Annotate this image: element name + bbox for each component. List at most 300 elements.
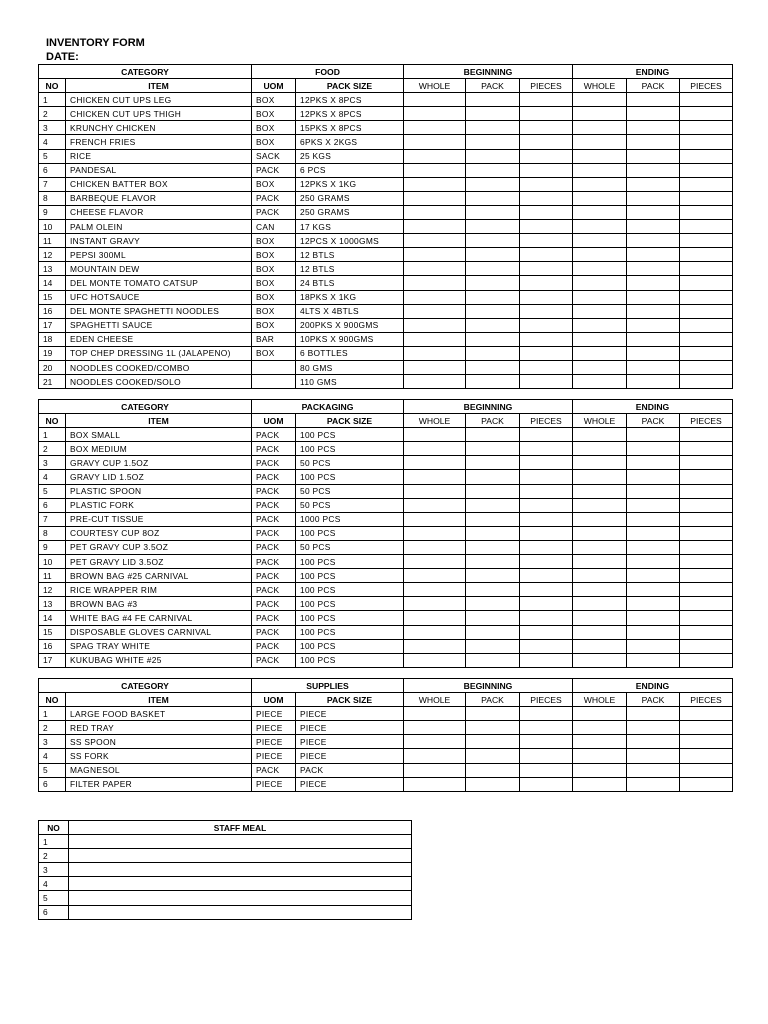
item-pack-size: 100 PCS [296, 597, 404, 611]
ending-whole-entry-cell[interactable] [573, 234, 627, 248]
ending-whole-entry-cell[interactable] [573, 512, 627, 526]
ending-pieces-entry-cell[interactable] [680, 262, 733, 276]
beginning-whole-entry-cell[interactable] [404, 611, 466, 625]
ending-pack-header: PACK [627, 693, 680, 707]
beginning-pieces-entry-cell[interactable] [520, 220, 573, 234]
beginning-pack-entry-cell[interactable] [466, 721, 520, 735]
ending-whole-entry-cell[interactable] [573, 721, 627, 735]
beginning-pieces-entry-cell[interactable] [520, 234, 573, 248]
ending-pack-entry-cell[interactable] [627, 276, 680, 290]
ending-pieces-entry-cell[interactable] [680, 375, 733, 389]
ending-pieces-entry-cell[interactable] [680, 177, 733, 191]
beginning-pack-entry-cell[interactable] [466, 512, 520, 526]
beginning-whole-entry-cell[interactable] [404, 93, 466, 107]
staff-meal-entry-cell[interactable] [69, 835, 412, 849]
ending-pack-entry-cell[interactable] [627, 262, 680, 276]
ending-pack-entry-cell[interactable] [627, 121, 680, 135]
ending-pieces-entry-cell[interactable] [680, 304, 733, 318]
beginning-whole-entry-cell[interactable] [404, 375, 466, 389]
item-name: DEL MONTE TOMATO CATSUP [66, 276, 252, 290]
ending-whole-entry-cell[interactable] [573, 749, 627, 763]
beginning-whole-entry-cell[interactable] [404, 735, 466, 749]
ending-whole-entry-cell[interactable] [573, 555, 627, 569]
ending-pieces-entry-cell[interactable] [680, 234, 733, 248]
beginning-pack-entry-cell[interactable] [466, 121, 520, 135]
beginning-pieces-entry-cell[interactable] [520, 428, 573, 442]
ending-whole-entry-cell[interactable] [573, 735, 627, 749]
item-name: RED TRAY [66, 721, 252, 735]
ending-whole-entry-cell[interactable] [573, 360, 627, 374]
beginning-pieces-entry-cell[interactable] [520, 540, 573, 554]
ending-pieces-entry-cell[interactable] [680, 290, 733, 304]
beginning-whole-entry-cell[interactable] [404, 512, 466, 526]
ending-pack-entry-cell[interactable] [627, 512, 680, 526]
beginning-pieces-entry-cell[interactable] [520, 625, 573, 639]
beginning-whole-entry-cell[interactable] [404, 318, 466, 332]
beginning-pieces-entry-cell[interactable] [520, 484, 573, 498]
ending-pieces-entry-cell[interactable] [680, 639, 733, 653]
beginning-pieces-entry-cell[interactable] [520, 498, 573, 512]
beginning-whole-entry-cell[interactable] [404, 442, 466, 456]
beginning-whole-entry-cell[interactable] [404, 163, 466, 177]
ending-pieces-entry-cell[interactable] [680, 346, 733, 360]
ending-pack-entry-cell[interactable] [627, 569, 680, 583]
beginning-pack-entry-cell[interactable] [466, 484, 520, 498]
beginning-pieces-entry-cell[interactable] [520, 611, 573, 625]
beginning-whole-entry-cell[interactable] [404, 639, 466, 653]
ending-whole-entry-cell[interactable] [573, 428, 627, 442]
ending-pack-entry-cell[interactable] [627, 721, 680, 735]
beginning-whole-entry-cell[interactable] [404, 721, 466, 735]
beginning-whole-entry-cell[interactable] [404, 332, 466, 346]
category-header: CATEGORY [39, 679, 252, 693]
ending-pieces-entry-cell[interactable] [680, 763, 733, 777]
beginning-pieces-entry-cell[interactable] [520, 304, 573, 318]
ending-pieces-entry-cell[interactable] [680, 135, 733, 149]
ending-pieces-entry-cell[interactable] [680, 318, 733, 332]
staff-meal-entry-cell[interactable] [69, 905, 412, 919]
ending-pack-entry-cell[interactable] [627, 707, 680, 721]
ending-whole-entry-cell[interactable] [573, 375, 627, 389]
ending-whole-entry-cell[interactable] [573, 149, 627, 163]
ending-pieces-entry-cell[interactable] [680, 428, 733, 442]
ending-whole-entry-cell[interactable] [573, 276, 627, 290]
ending-whole-entry-cell[interactable] [573, 597, 627, 611]
beginning-whole-entry-cell[interactable] [404, 262, 466, 276]
ending-pack-entry-cell[interactable] [627, 428, 680, 442]
ending-pack-entry-cell[interactable] [627, 555, 680, 569]
beginning-pack-entry-cell[interactable] [466, 375, 520, 389]
ending-pieces-entry-cell[interactable] [680, 777, 733, 791]
beginning-whole-entry-cell[interactable] [404, 583, 466, 597]
ending-pack-entry-cell[interactable] [627, 611, 680, 625]
beginning-pieces-entry-cell[interactable] [520, 639, 573, 653]
beginning-pack-entry-cell[interactable] [466, 205, 520, 219]
beginning-whole-entry-cell[interactable] [404, 220, 466, 234]
ending-pieces-entry-cell[interactable] [680, 735, 733, 749]
ending-pack-entry-cell[interactable] [627, 248, 680, 262]
ending-whole-entry-cell[interactable] [573, 540, 627, 554]
beginning-pieces-entry-cell[interactable] [520, 276, 573, 290]
row-number: 4 [39, 470, 66, 484]
beginning-pack-entry-cell[interactable] [466, 262, 520, 276]
beginning-pieces-entry-cell[interactable] [520, 375, 573, 389]
item-name: BROWN BAG #3 [66, 597, 252, 611]
ending-pieces-entry-cell[interactable] [680, 484, 733, 498]
ending-pack-entry-cell[interactable] [627, 583, 680, 597]
row-number: 14 [39, 276, 66, 290]
beginning-pack-entry-cell[interactable] [466, 540, 520, 554]
beginning-whole-entry-cell[interactable] [404, 498, 466, 512]
beginning-whole-entry-cell[interactable] [404, 555, 466, 569]
beginning-pack-entry-cell[interactable] [466, 583, 520, 597]
beginning-pieces-entry-cell[interactable] [520, 707, 573, 721]
beginning-whole-entry-cell[interactable] [404, 777, 466, 791]
beginning-pieces-entry-cell[interactable] [520, 583, 573, 597]
beginning-pack-entry-cell[interactable] [466, 763, 520, 777]
staff-meal-entry-cell[interactable] [69, 891, 412, 905]
beginning-whole-entry-cell[interactable] [404, 526, 466, 540]
ending-pieces-entry-cell[interactable] [680, 583, 733, 597]
beginning-pack-entry-cell[interactable] [466, 456, 520, 470]
item-pack-size: 100 PCS [296, 428, 404, 442]
beginning-pieces-entry-cell[interactable] [520, 526, 573, 540]
ending-whole-entry-cell[interactable] [573, 763, 627, 777]
ending-pack-entry-cell[interactable] [627, 749, 680, 763]
beginning-pieces-entry-cell[interactable] [520, 135, 573, 149]
beginning-pieces-entry-cell[interactable] [520, 442, 573, 456]
ending-pieces-entry-cell[interactable] [680, 149, 733, 163]
ending-pieces-entry-cell[interactable] [680, 332, 733, 346]
ending-whole-entry-cell[interactable] [573, 569, 627, 583]
ending-pieces-entry-cell[interactable] [680, 442, 733, 456]
ending-pack-entry-cell[interactable] [627, 526, 680, 540]
ending-whole-entry-cell[interactable] [573, 442, 627, 456]
ending-pieces-entry-cell[interactable] [680, 749, 733, 763]
ending-whole-entry-cell[interactable] [573, 205, 627, 219]
ending-whole-entry-cell[interactable] [573, 707, 627, 721]
beginning-whole-entry-cell[interactable] [404, 625, 466, 639]
beginning-pack-entry-cell[interactable] [466, 749, 520, 763]
ending-pack-entry-cell[interactable] [627, 135, 680, 149]
ending-pack-entry-cell[interactable] [627, 290, 680, 304]
ending-pack-entry-cell[interactable] [627, 163, 680, 177]
ending-pieces-entry-cell[interactable] [680, 597, 733, 611]
supplies-inventory-table [38, 678, 733, 792]
ending-whole-entry-cell[interactable] [573, 135, 627, 149]
beginning-whole-entry-cell[interactable] [404, 456, 466, 470]
beginning-pieces-entry-cell[interactable] [520, 93, 573, 107]
beginning-pack-entry-cell[interactable] [466, 290, 520, 304]
ending-pieces-entry-cell[interactable] [680, 653, 733, 667]
beginning-whole-entry-cell[interactable] [404, 234, 466, 248]
beginning-pack-entry-cell[interactable] [466, 470, 520, 484]
beginning-pieces-entry-cell[interactable] [520, 332, 573, 346]
beginning-whole-entry-cell[interactable] [404, 749, 466, 763]
beginning-pack-entry-cell[interactable] [466, 611, 520, 625]
ending-whole-entry-cell[interactable] [573, 456, 627, 470]
beginning-whole-entry-cell[interactable] [404, 304, 466, 318]
item-uom [252, 360, 296, 374]
beginning-whole-entry-cell[interactable] [404, 107, 466, 121]
ending-pieces-entry-cell[interactable] [680, 470, 733, 484]
staff-meal-entry-cell[interactable] [69, 849, 412, 863]
beginning-pack-entry-cell[interactable] [466, 220, 520, 234]
ending-pack-entry-cell[interactable] [627, 470, 680, 484]
table-row [39, 526, 733, 540]
beginning-pack-entry-cell[interactable] [466, 318, 520, 332]
beginning-pack-entry-cell[interactable] [466, 163, 520, 177]
beginning-whole-entry-cell[interactable] [404, 121, 466, 135]
ending-whole-entry-cell[interactable] [573, 484, 627, 498]
ending-pack-entry-cell[interactable] [627, 540, 680, 554]
ending-pack-entry-cell[interactable] [627, 318, 680, 332]
beginning-whole-entry-cell[interactable] [404, 428, 466, 442]
ending-whole-entry-cell[interactable] [573, 777, 627, 791]
staff-meal-entry-cell[interactable] [69, 877, 412, 891]
beginning-pack-entry-cell[interactable] [466, 498, 520, 512]
ending-whole-entry-cell[interactable] [573, 470, 627, 484]
beginning-pieces-entry-cell[interactable] [520, 749, 573, 763]
beginning-pieces-entry-cell[interactable] [520, 721, 573, 735]
ending-whole-entry-cell[interactable] [573, 583, 627, 597]
beginning-whole-entry-cell[interactable] [404, 470, 466, 484]
beginning-whole-entry-cell[interactable] [404, 360, 466, 374]
beginning-whole-entry-cell[interactable] [404, 276, 466, 290]
beginning-pack-entry-cell[interactable] [466, 653, 520, 667]
beginning-pieces-entry-cell[interactable] [520, 763, 573, 777]
beginning-pack-entry-cell[interactable] [466, 346, 520, 360]
beginning-pack-entry-cell[interactable] [466, 234, 520, 248]
beginning-pieces-entry-cell[interactable] [520, 163, 573, 177]
beginning-pieces-entry-cell[interactable] [520, 248, 573, 262]
item-pack-size: 100 PCS [296, 569, 404, 583]
ending-pack-entry-cell[interactable] [627, 177, 680, 191]
beginning-pieces-entry-cell[interactable] [520, 290, 573, 304]
beginning-pieces-entry-cell[interactable] [520, 653, 573, 667]
beginning-whole-entry-cell[interactable] [404, 597, 466, 611]
ending-pack-entry-cell[interactable] [627, 484, 680, 498]
beginning-pieces-entry-cell[interactable] [520, 177, 573, 191]
ending-pieces-entry-cell[interactable] [680, 721, 733, 735]
ending-pack-entry-cell[interactable] [627, 625, 680, 639]
ending-pieces-entry-cell[interactable] [680, 220, 733, 234]
ending-whole-entry-cell[interactable] [573, 304, 627, 318]
ending-pack-entry-cell[interactable] [627, 107, 680, 121]
ending-whole-entry-cell[interactable] [573, 498, 627, 512]
ending-pieces-entry-cell[interactable] [680, 191, 733, 205]
beginning-whole-entry-cell[interactable] [404, 707, 466, 721]
beginning-pieces-entry-cell[interactable] [520, 149, 573, 163]
beginning-whole-entry-cell[interactable] [404, 177, 466, 191]
beginning-pieces-entry-cell[interactable] [520, 470, 573, 484]
beginning-pieces-entry-cell[interactable] [520, 262, 573, 276]
ending-pack-entry-cell[interactable] [627, 93, 680, 107]
ending-pack-entry-cell[interactable] [627, 220, 680, 234]
beginning-header: BEGINNING [404, 400, 573, 414]
beginning-pack-entry-cell[interactable] [466, 332, 520, 346]
beginning-pack-entry-cell[interactable] [466, 360, 520, 374]
ending-pack-entry-cell[interactable] [627, 498, 680, 512]
ending-pieces-entry-cell[interactable] [680, 498, 733, 512]
beginning-whole-entry-cell[interactable] [404, 763, 466, 777]
ending-whole-entry-cell[interactable] [573, 220, 627, 234]
ending-pack-entry-cell[interactable] [627, 346, 680, 360]
ending-pack-entry-cell[interactable] [627, 456, 680, 470]
ending-whole-entry-cell[interactable] [573, 639, 627, 653]
ending-pack-entry-cell[interactable] [627, 763, 680, 777]
ending-whole-entry-cell[interactable] [573, 653, 627, 667]
beginning-whole-entry-cell[interactable] [404, 569, 466, 583]
beginning-pack-entry-cell[interactable] [466, 639, 520, 653]
ending-pieces-entry-cell[interactable] [680, 540, 733, 554]
ending-whole-entry-cell[interactable] [573, 346, 627, 360]
beginning-pack-entry-cell[interactable] [466, 149, 520, 163]
ending-pieces-entry-cell[interactable] [680, 276, 733, 290]
table-row [39, 149, 733, 163]
ending-pieces-entry-cell[interactable] [680, 456, 733, 470]
beginning-pack-entry-cell[interactable] [466, 428, 520, 442]
ending-pack-entry-cell[interactable] [627, 777, 680, 791]
beginning-pack-entry-cell[interactable] [466, 597, 520, 611]
ending-whole-entry-cell[interactable] [573, 290, 627, 304]
staff-meal-entry-cell[interactable] [69, 863, 412, 877]
ending-pieces-entry-cell[interactable] [680, 107, 733, 121]
beginning-pack-entry-cell[interactable] [466, 276, 520, 290]
beginning-pack-entry-cell[interactable] [466, 177, 520, 191]
row-number: 2 [39, 442, 66, 456]
row-number: 17 [39, 653, 66, 667]
beginning-pieces-entry-cell[interactable] [520, 107, 573, 121]
ending-whole-entry-cell[interactable] [573, 318, 627, 332]
beginning-pack-entry-cell[interactable] [466, 191, 520, 205]
beginning-pack-entry-cell[interactable] [466, 777, 520, 791]
beginning-pieces-entry-cell[interactable] [520, 735, 573, 749]
item-pack-size: 50 PCS [296, 498, 404, 512]
ending-whole-entry-cell[interactable] [573, 191, 627, 205]
beginning-pieces-entry-cell[interactable] [520, 205, 573, 219]
ending-pieces-entry-cell[interactable] [680, 163, 733, 177]
beginning-whole-entry-cell[interactable] [404, 205, 466, 219]
beginning-pack-header: PACK [466, 693, 520, 707]
ending-whole-entry-cell[interactable] [573, 93, 627, 107]
ending-pieces-entry-cell[interactable] [680, 93, 733, 107]
ending-pack-entry-cell[interactable] [627, 639, 680, 653]
beginning-pieces-entry-cell[interactable] [520, 121, 573, 135]
ending-pack-entry-cell[interactable] [627, 149, 680, 163]
ending-whole-entry-cell[interactable] [573, 107, 627, 121]
beginning-whole-entry-cell[interactable] [404, 135, 466, 149]
ending-pack-entry-cell[interactable] [627, 653, 680, 667]
ending-pieces-entry-cell[interactable] [680, 121, 733, 135]
beginning-whole-entry-cell[interactable] [404, 149, 466, 163]
beginning-pieces-entry-cell[interactable] [520, 777, 573, 791]
ending-pack-entry-cell[interactable] [627, 191, 680, 205]
ending-pack-entry-cell[interactable] [627, 597, 680, 611]
item-uom: BOX [252, 135, 296, 149]
ending-pieces-entry-cell[interactable] [680, 248, 733, 262]
ending-pieces-entry-cell[interactable] [680, 625, 733, 639]
beginning-pieces-entry-cell[interactable] [520, 569, 573, 583]
ending-pack-entry-cell[interactable] [627, 360, 680, 374]
ending-whole-entry-cell[interactable] [573, 526, 627, 540]
ending-pieces-entry-cell[interactable] [680, 569, 733, 583]
beginning-pack-entry-cell[interactable] [466, 107, 520, 121]
beginning-pack-entry-cell[interactable] [466, 248, 520, 262]
ending-pack-entry-cell[interactable] [627, 332, 680, 346]
beginning-pieces-entry-cell[interactable] [520, 555, 573, 569]
beginning-whole-entry-cell[interactable] [404, 484, 466, 498]
table-row [39, 428, 733, 442]
ending-pieces-entry-cell[interactable] [680, 512, 733, 526]
row-number: 3 [39, 735, 66, 749]
ending-whole-entry-cell[interactable] [573, 625, 627, 639]
ending-whole-entry-cell[interactable] [573, 177, 627, 191]
no-header: NO [39, 79, 66, 93]
beginning-pack-entry-cell[interactable] [466, 442, 520, 456]
ending-pack-entry-cell[interactable] [627, 234, 680, 248]
ending-pieces-entry-cell[interactable] [680, 205, 733, 219]
ending-pack-entry-cell[interactable] [627, 442, 680, 456]
beginning-pack-entry-cell[interactable] [466, 135, 520, 149]
beginning-pieces-entry-cell[interactable] [520, 456, 573, 470]
ending-pieces-entry-cell[interactable] [680, 611, 733, 625]
ending-pieces-entry-cell[interactable] [680, 526, 733, 540]
beginning-pack-entry-cell[interactable] [466, 707, 520, 721]
ending-pack-entry-cell[interactable] [627, 205, 680, 219]
beginning-pieces-header: PIECES [520, 79, 573, 93]
beginning-whole-entry-cell[interactable] [404, 290, 466, 304]
ending-whole-entry-cell[interactable] [573, 163, 627, 177]
beginning-pieces-entry-cell[interactable] [520, 512, 573, 526]
beginning-pack-entry-cell[interactable] [466, 625, 520, 639]
ending-whole-entry-cell[interactable] [573, 121, 627, 135]
beginning-pieces-entry-cell[interactable] [520, 346, 573, 360]
ending-whole-entry-cell[interactable] [573, 248, 627, 262]
ending-whole-entry-cell[interactable] [573, 262, 627, 276]
ending-pack-entry-cell[interactable] [627, 375, 680, 389]
beginning-pieces-entry-cell[interactable] [520, 191, 573, 205]
ending-pieces-entry-cell[interactable] [680, 707, 733, 721]
beginning-pack-entry-cell[interactable] [466, 555, 520, 569]
beginning-pack-entry-cell[interactable] [466, 304, 520, 318]
beginning-pieces-entry-cell[interactable] [520, 360, 573, 374]
item-uom: PACK [252, 428, 296, 442]
beginning-pack-entry-cell[interactable] [466, 569, 520, 583]
beginning-whole-entry-cell[interactable] [404, 540, 466, 554]
beginning-whole-entry-cell[interactable] [404, 191, 466, 205]
beginning-pack-entry-cell[interactable] [466, 93, 520, 107]
beginning-whole-entry-cell[interactable] [404, 248, 466, 262]
ending-pieces-entry-cell[interactable] [680, 360, 733, 374]
beginning-pieces-entry-cell[interactable] [520, 318, 573, 332]
beginning-pack-entry-cell[interactable] [466, 526, 520, 540]
ending-pack-entry-cell[interactable] [627, 735, 680, 749]
item-uom: PACK [252, 484, 296, 498]
row-number: 5 [39, 484, 66, 498]
row-number: 16 [39, 304, 66, 318]
table-row [39, 653, 733, 667]
row-number: 8 [39, 191, 66, 205]
beginning-whole-entry-cell[interactable] [404, 653, 466, 667]
ending-pieces-entry-cell[interactable] [680, 555, 733, 569]
beginning-pack-entry-cell[interactable] [466, 735, 520, 749]
ending-pack-entry-cell[interactable] [627, 304, 680, 318]
ending-whole-entry-cell[interactable] [573, 611, 627, 625]
beginning-pieces-entry-cell[interactable] [520, 597, 573, 611]
ending-whole-entry-cell[interactable] [573, 332, 627, 346]
beginning-whole-entry-cell[interactable] [404, 346, 466, 360]
